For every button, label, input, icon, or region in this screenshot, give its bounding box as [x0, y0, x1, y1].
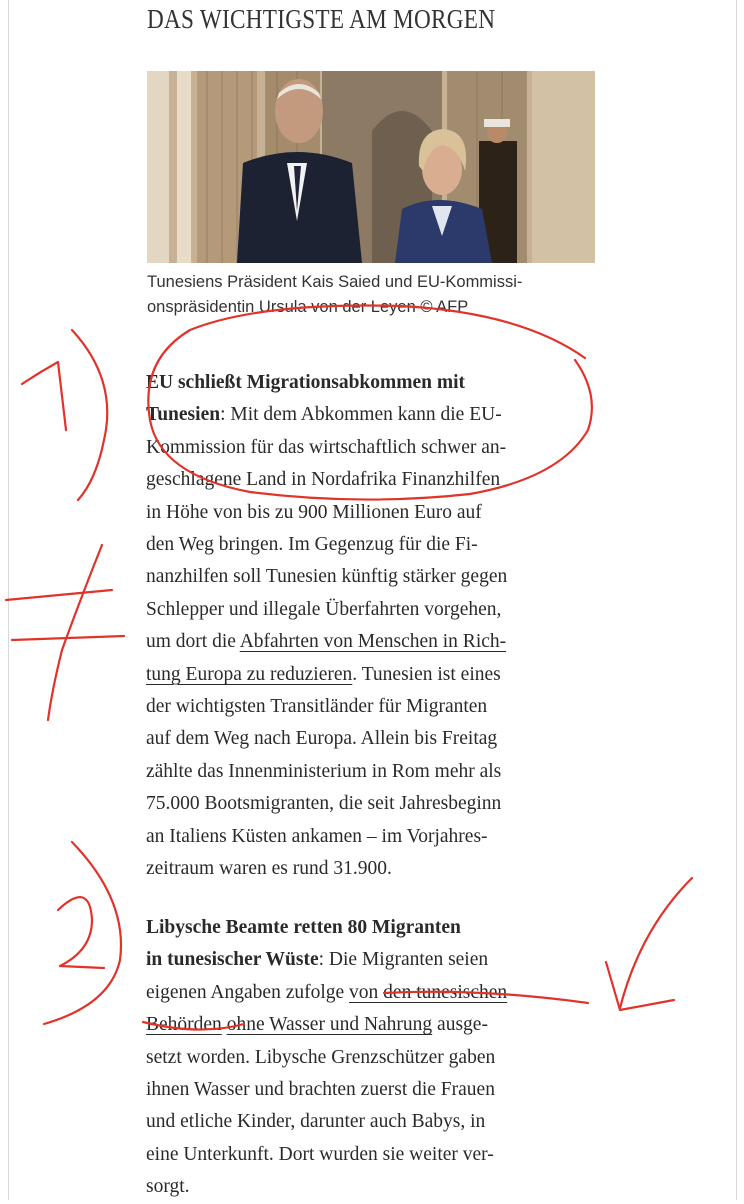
- annotation-arrow-head: [606, 962, 674, 1010]
- annotation-number-one: [22, 362, 66, 430]
- article-text: zählte das Innenministerium in Rom mehr als: [146, 760, 502, 782]
- annotation-not-equal-top: [6, 590, 112, 600]
- article-text: setzt worden. Libysche Grenzschützer gaben: [146, 1046, 496, 1068]
- article-text: ihnen Wasser und brachten zuerst die Frauen: [146, 1079, 495, 1101]
- article-text: zeitraum waren es rund 31.900.: [146, 858, 392, 880]
- article-text: an Italiens Küsten ankamen – im Vorjahres-: [146, 825, 488, 847]
- annotation-number-two: [58, 897, 104, 968]
- caption-line: onspräsidentin Ursula von der Leyen © AFP: [147, 298, 469, 316]
- article-text: : Mit dem Abkommen kann die EU-: [220, 404, 502, 426]
- article-text: um dort die: [146, 631, 240, 653]
- article-migration-agreement: [146, 367, 596, 886]
- article-text: und etliche Kinder, darunter auch Babys, in: [146, 1111, 486, 1133]
- annotation-paren-one: [72, 330, 107, 500]
- article-text: Kommission für das wirtschaftlich schwer an-: [146, 436, 507, 458]
- news-photo: [147, 71, 595, 263]
- article-text: : Die Migranten seien: [318, 949, 489, 971]
- photo-caption: [147, 270, 597, 320]
- article-text: sorgt.: [146, 1176, 190, 1198]
- article-text: nanzhilfen soll Tunesien künftig stärker gegen: [146, 566, 508, 588]
- article-headline: Tunesien: [146, 404, 221, 426]
- article-text: der wichtigsten Transitländer für Migranten: [146, 696, 488, 718]
- annotation-paren-two: [44, 842, 121, 1024]
- article-link-departures[interactable]: Abfahrten von Menschen in Rich-: [239, 631, 507, 653]
- article-link-no-water-food[interactable]: ohne Wasser und Nahrung: [226, 1014, 433, 1036]
- article-headline: Libysche Beamte retten 80 Migranten: [146, 917, 461, 938]
- article-text: eigenen Angaben zufolge: [146, 981, 350, 1003]
- page-border-left: [8, 0, 9, 1200]
- article-text: 75.000 Bootsmigranten, die seit Jahresbeginn: [146, 793, 502, 815]
- caption-line: Tunesiens Präsident Kais Saied und EU-Kommissi-: [147, 273, 523, 291]
- article-text: in Höhe von bis zu 900 Millionen Euro auf: [146, 501, 482, 523]
- article-link-departures[interactable]: tung Europa zu reduzieren: [146, 663, 353, 685]
- article-text: eine Unterkunft. Dort wurden sie weiter ver-: [146, 1143, 494, 1165]
- article-text: den Weg bringen. Im Gegenzug für die Fi-: [146, 534, 478, 556]
- annotation-not-equal-slash: [48, 545, 102, 720]
- article-link-tunisian-authorities[interactable]: von den tunesischen: [349, 981, 508, 1003]
- article-text: . Tunesien ist eines: [352, 663, 501, 685]
- article-link-tunisian-authorities[interactable]: Behörden: [146, 1014, 222, 1036]
- article-text: ausge-: [432, 1014, 488, 1036]
- annotation-arrow-shaft: [620, 878, 692, 1008]
- article-text: Schlepper und illegale Überfahrten vorgehen,: [146, 598, 502, 620]
- page-border-right: [736, 0, 737, 1200]
- section-heading: DAS WICHTIGSTE AM MORGEN: [147, 4, 496, 34]
- article-headline: in tunesischer Wüste: [146, 949, 319, 971]
- article-libyan-rescue: [146, 912, 596, 1204]
- article-text: auf dem Weg nach Europa. Allein bis Freitag: [146, 728, 498, 750]
- annotation-not-equal-bottom: [12, 636, 124, 640]
- photo-illustration: [147, 71, 595, 263]
- article-headline: EU schließt Migrationsabkommen mit: [146, 372, 466, 393]
- article-text: geschlagene Land in Nordafrika Finanzhilfen: [146, 469, 501, 491]
